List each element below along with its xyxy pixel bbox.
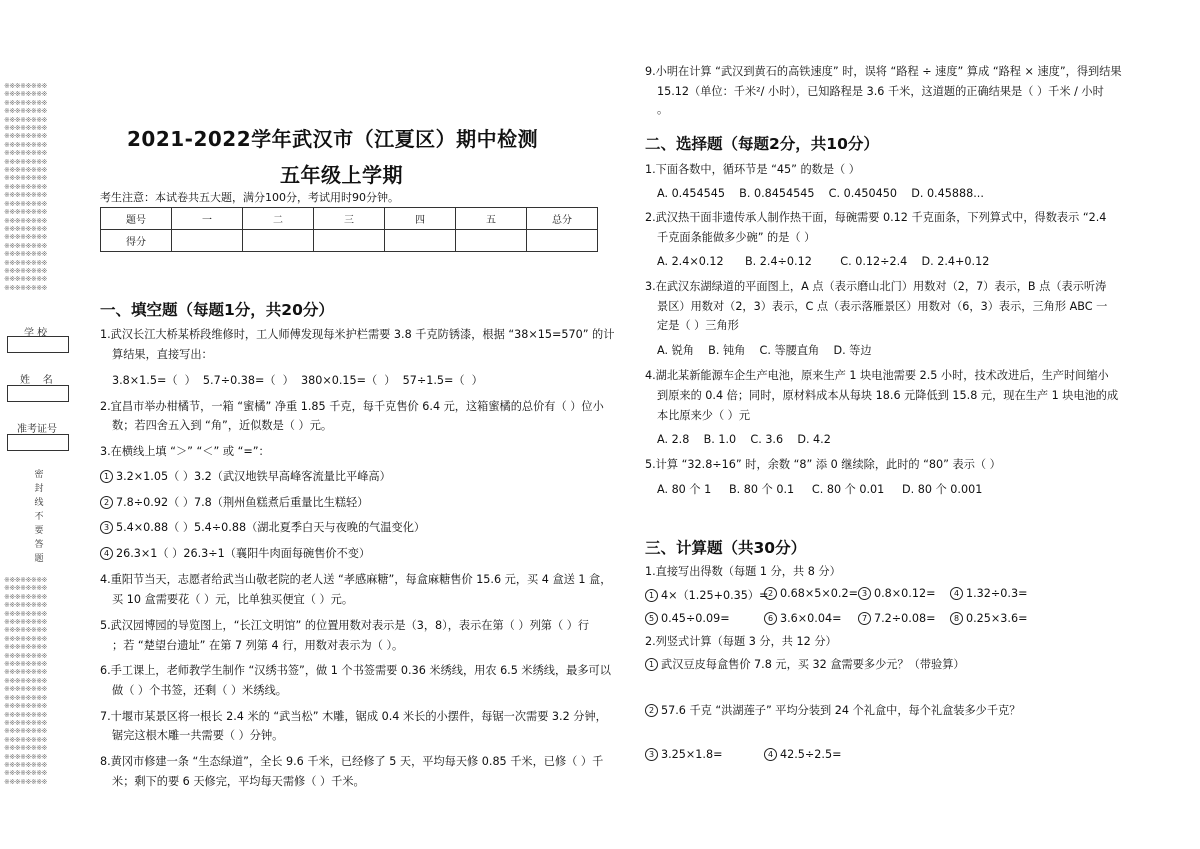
question-text: 5.4×0.88（ ）5.4÷0.88（湖北夏季白天与夜晚的气温变化）: [116, 521, 426, 534]
calc-expression: 57.6 千克 “洪湖莲子” 平均分装到 24 个礼盒中，每个礼盒装多少千克？: [661, 704, 1021, 717]
seal-line-note: 密封线不要答题: [34, 470, 44, 564]
circled-number: 2: [645, 704, 658, 717]
question-line: 1.下面各数中，循环节是 “45” 的数是（ ）: [645, 163, 860, 176]
circled-number: 1: [645, 589, 658, 602]
circled-number: 1: [100, 470, 113, 483]
calc-expression: 武汉豆皮每盒售价 7.8 元，买 32 盒需要多少元？（带验算）: [661, 658, 965, 671]
calc-expression: 7.2÷0.08=: [874, 612, 936, 625]
score-head-cell: 三: [314, 208, 385, 230]
calc-item: [645, 748, 722, 761]
option-line: A. 2.8 B. 1.0 C. 3.6 D. 4.2: [657, 433, 831, 446]
question-line: 5.计算 “32.8÷16” 时，余数 “8” 添 0 继续除，此时的 “80” 表示（ ）: [645, 458, 1001, 471]
question-line: 景区）用数对（2，3）表示，C 点（表示落雁景区）用数对（6，3）表示，三角形 ABC 一: [657, 300, 1108, 313]
score-head-cell: 题号: [101, 208, 172, 230]
circled-number: 4: [764, 748, 777, 761]
calc-expression: 0.8×0.12=: [874, 587, 936, 600]
circled-number: 5: [645, 612, 658, 625]
question-line: 6.手工课上，老师教学生制作 “汉绣书签”，做 1 个书签需要 0.36 米绣线，用农 6.5 米绣线，最多可以: [100, 664, 611, 677]
school-field[interactable]: [7, 336, 69, 353]
decorative-pattern-bottom: ※※※※※※※※ ※※※※※※※※ ※※※※※※※※ ※※※※※※※※ ※※※※※※※※ ※※※※※※※※ ※※※※※※※※ ※※※※※※※※ ※※※※※※※※ ※※※※※※※※ ※※※※※※※※ ※※※※※※※※ ※※※※※※※※ ※※※※※※※※ ※※※※※※※※ ※※※※※※※※ ※※※※※※※※ ※※※※※※※※ ※※※※※※※※ ※※※※※※※※ ※※※※※※※※ ※※※※※※※※ ※※※※※※※※ ※※※※※※※※ ※※※※※※※※: [4, 576, 47, 786]
calc-expression: 1.32÷0.3=: [966, 587, 1028, 600]
calc-item: [645, 587, 768, 603]
circled-number: 3: [858, 587, 871, 600]
question-line: 5.武汉园博园的导览图上，“长江文明馆” 的位置用数对表示是（3，8），表示在第（ ）列第（ ）行: [100, 619, 590, 632]
score-table-score-row: [101, 230, 598, 252]
question-line: 2.列竖式计算（每题 3 分，共 12 分）: [645, 635, 837, 648]
question-line: [100, 494, 368, 510]
circled-number: 6: [764, 612, 777, 625]
calc-item: [764, 748, 841, 761]
question-line: 本比原来少（ ）元: [657, 409, 751, 422]
circled-number: 3: [645, 748, 658, 761]
question-line: [100, 468, 391, 484]
section-2-heading: 二、选择题（每题2分，共10分）: [645, 135, 879, 153]
question-line: 8.黄冈市修建一条 “生态绿道”，全长 9.6 千米，已经修了 5 天，平均每天修 0.85 千米，已修（ ）千: [100, 755, 604, 768]
section-1-heading: 一、填空题（每题1分，共20分）: [100, 301, 334, 319]
calc-item: [858, 587, 935, 600]
calc-item: [645, 702, 1020, 718]
option-line: A. 锐角 B. 钝角 C. 等腰直角 D. 等边: [657, 344, 872, 357]
question-line: 4.重阳节当天，志愿者给武当山敬老院的老人送 “孝感麻糖”，每盒麻糖售价 15.6 元，买 4 盒送 1 盒，: [100, 573, 612, 586]
score-head-cell: 二: [243, 208, 314, 230]
score-head-cell: 五: [456, 208, 527, 230]
exam-id-label: 准考证号: [17, 424, 57, 435]
calc-item: [950, 612, 1027, 625]
exam-id-field[interactable]: [7, 434, 69, 451]
question-line: 1.直接写出得数（每题 1 分，共 8 分）: [645, 565, 841, 578]
score-cell[interactable]: [527, 230, 598, 252]
question-line: 千克面条能做多少碗” 的是（ ）: [657, 231, 816, 244]
calc-expression: 42.5÷2.5=: [780, 748, 842, 761]
score-cell[interactable]: [314, 230, 385, 252]
section-3-heading: 三、计算题（共30分）: [645, 539, 807, 557]
option-line: A. 0.454545 B. 0.8454545 C. 0.450450 D. 0.45888...: [657, 187, 984, 200]
question-line: 9.小明在计算 “武汉到黄石的高铁速度” 时，误将 “路程 ÷ 速度” 算成 “路程 × 速度”，得到结果: [645, 65, 1122, 78]
calc-item: [764, 612, 841, 625]
question-line: 4.湖北某新能源车企生产电池，原来生产 1 块电池需要 2.5 小时，技术改进后，生产时间缩小: [645, 369, 1109, 382]
name-label: 姓 名: [20, 375, 53, 386]
calc-expression: 0.25×3.6=: [966, 612, 1028, 625]
question-line: 2.武汉热干面非遗传承人制作热干面，每碗需要 0.12 千克面条，下列算式中，得数表示 “2.4: [645, 211, 1107, 224]
option-line: A. 80 个 1 B. 80 个 0.1 C. 80 个 0.01 D. 80 个 0.001: [657, 483, 983, 496]
calc-item: [645, 656, 965, 672]
question-line: [100, 519, 425, 535]
question-text: 26.3×1（ ）26.3÷1（襄阳牛肉面每碗售价不变）: [116, 547, 371, 560]
score-table-head-row: [101, 208, 598, 230]
calc-expression: 3.6×0.04=: [780, 612, 842, 625]
score-head-cell: 总分: [527, 208, 598, 230]
score-head-cell: 四: [385, 208, 456, 230]
question-line: 锯完这根木雕一共需要（ ）分钟。: [112, 729, 284, 742]
calc-item: [950, 587, 1027, 600]
question-line: 买 10 盒需要花（ ）元，比单独买便宜（ ）元。: [112, 593, 354, 606]
calc-expression: 3.25×1.8=: [661, 748, 723, 761]
calc-item: [858, 612, 935, 625]
question-line: 3.8×1.5=（ ） 5.7÷0.38=（ ） 380×0.15=（ ） 57÷1.5=（ ）: [112, 374, 483, 387]
circled-number: 4: [100, 547, 113, 560]
name-field[interactable]: [7, 385, 69, 402]
calc-expression: 0.45÷0.09=: [661, 612, 730, 625]
score-cell[interactable]: [385, 230, 456, 252]
score-head-cell: 一: [172, 208, 243, 230]
calc-expression: 4×（1.25+0.35）=: [661, 589, 769, 602]
school-label: 学 校: [24, 328, 48, 339]
question-line: 15.12（单位：千米²/ 小时），已知路程是 3.6 千米，这道题的正确结果是（ ）千米 / 小时: [657, 85, 1104, 98]
score-table: [100, 207, 598, 252]
decorative-pattern-top: ※※※※※※※※ ※※※※※※※※ ※※※※※※※※ ※※※※※※※※ ※※※※※※※※ ※※※※※※※※ ※※※※※※※※ ※※※※※※※※ ※※※※※※※※ ※※※※※※※※ ※※※※※※※※ ※※※※※※※※ ※※※※※※※※ ※※※※※※※※ ※※※※※※※※ ※※※※※※※※ ※※※※※※※※ ※※※※※※※※ ※※※※※※※※ ※※※※※※※※ ※※※※※※※※ ※※※※※※※※ ※※※※※※※※ ※※※※※※※※ ※※※※※※※※: [4, 82, 47, 292]
question-line: 7.十堰市某景区将一根长 2.4 米的 “武当松” 木雕，锯成 0.4 米长的小摆件，每锯一次需要 3.2 分钟，: [100, 710, 607, 723]
circled-number: 1: [645, 658, 658, 671]
question-text: 7.8÷0.92（ ）7.8（荆州鱼糕煮后重量比生糕轻）: [116, 496, 369, 509]
calc-item: [764, 587, 858, 600]
exam-title: 2021-2022学年武汉市（江夏区）期中检测: [127, 127, 539, 151]
score-cell[interactable]: [243, 230, 314, 252]
question-line: 3.在武汉东湖绿道的平面图上，A 点（表示磨山北门）用数对（2，7）表示，B 点（表示听涛: [645, 280, 1107, 293]
exam-subtitle: 五年级上学期: [280, 163, 403, 187]
question-line: 米；剩下的要 6 天修完，平均每天需修（ ）千米。: [112, 775, 365, 788]
question-line: 做（ ）个书签，还剩（ ）米绣线。: [112, 684, 287, 697]
question-line: [100, 545, 370, 561]
question-line: 算结果，直接写出：: [112, 348, 213, 361]
question-text: 3.2×1.05（ ）3.2（武汉地铁早高峰客流量比平峰高）: [116, 470, 391, 483]
circled-number: 2: [764, 587, 777, 600]
score-cell[interactable]: [456, 230, 527, 252]
option-line: A. 2.4×0.12 B. 2.4÷0.12 C. 0.12÷2.4 D. 2.4+0.12: [657, 255, 990, 268]
question-line: 到原来的 0.4 倍；同时，原材料成本从每块 18.6 元降低到 15.8 元，现在生产 1 块电池的成: [657, 389, 1119, 402]
circled-number: 3: [100, 521, 113, 534]
circled-number: 8: [950, 612, 963, 625]
circled-number: 7: [858, 612, 871, 625]
circled-number: 2: [100, 496, 113, 509]
circled-number: 4: [950, 587, 963, 600]
score-cell[interactable]: [172, 230, 243, 252]
question-line: 数；若四舍五入到 “角”，近似数是（ ）元。: [112, 419, 333, 432]
question-line: 3.在横线上填 “＞” “＜” 或 “=”：: [100, 445, 270, 458]
score-row-label: 得分: [101, 230, 172, 252]
calc-item: [645, 612, 730, 625]
question-line: 2.宜昌市举办柑橘节，一箱 “蜜橘” 净重 1.85 千克，每千克售价 6.4 元，这箱蜜橘的总价有（ ）位小: [100, 400, 604, 413]
question-line: 1.武汉长江大桥某桥段维修时，工人师傅发现每米护栏需要 3.8 千克防锈漆，根据 “38×15=570” 的计: [100, 328, 615, 341]
calc-expression: 0.68×5×0.2=: [780, 587, 858, 600]
question-line: 定是（ ）三角形: [657, 319, 739, 332]
question-line: ；若 “楚望台遗址” 在第 7 列第 4 行，用数对表示为（ ）。: [112, 639, 404, 652]
question-line: 。: [657, 103, 669, 116]
exam-note: 考生注意：本试卷共五大题，满分100分，考试用时90分钟。: [100, 191, 399, 204]
